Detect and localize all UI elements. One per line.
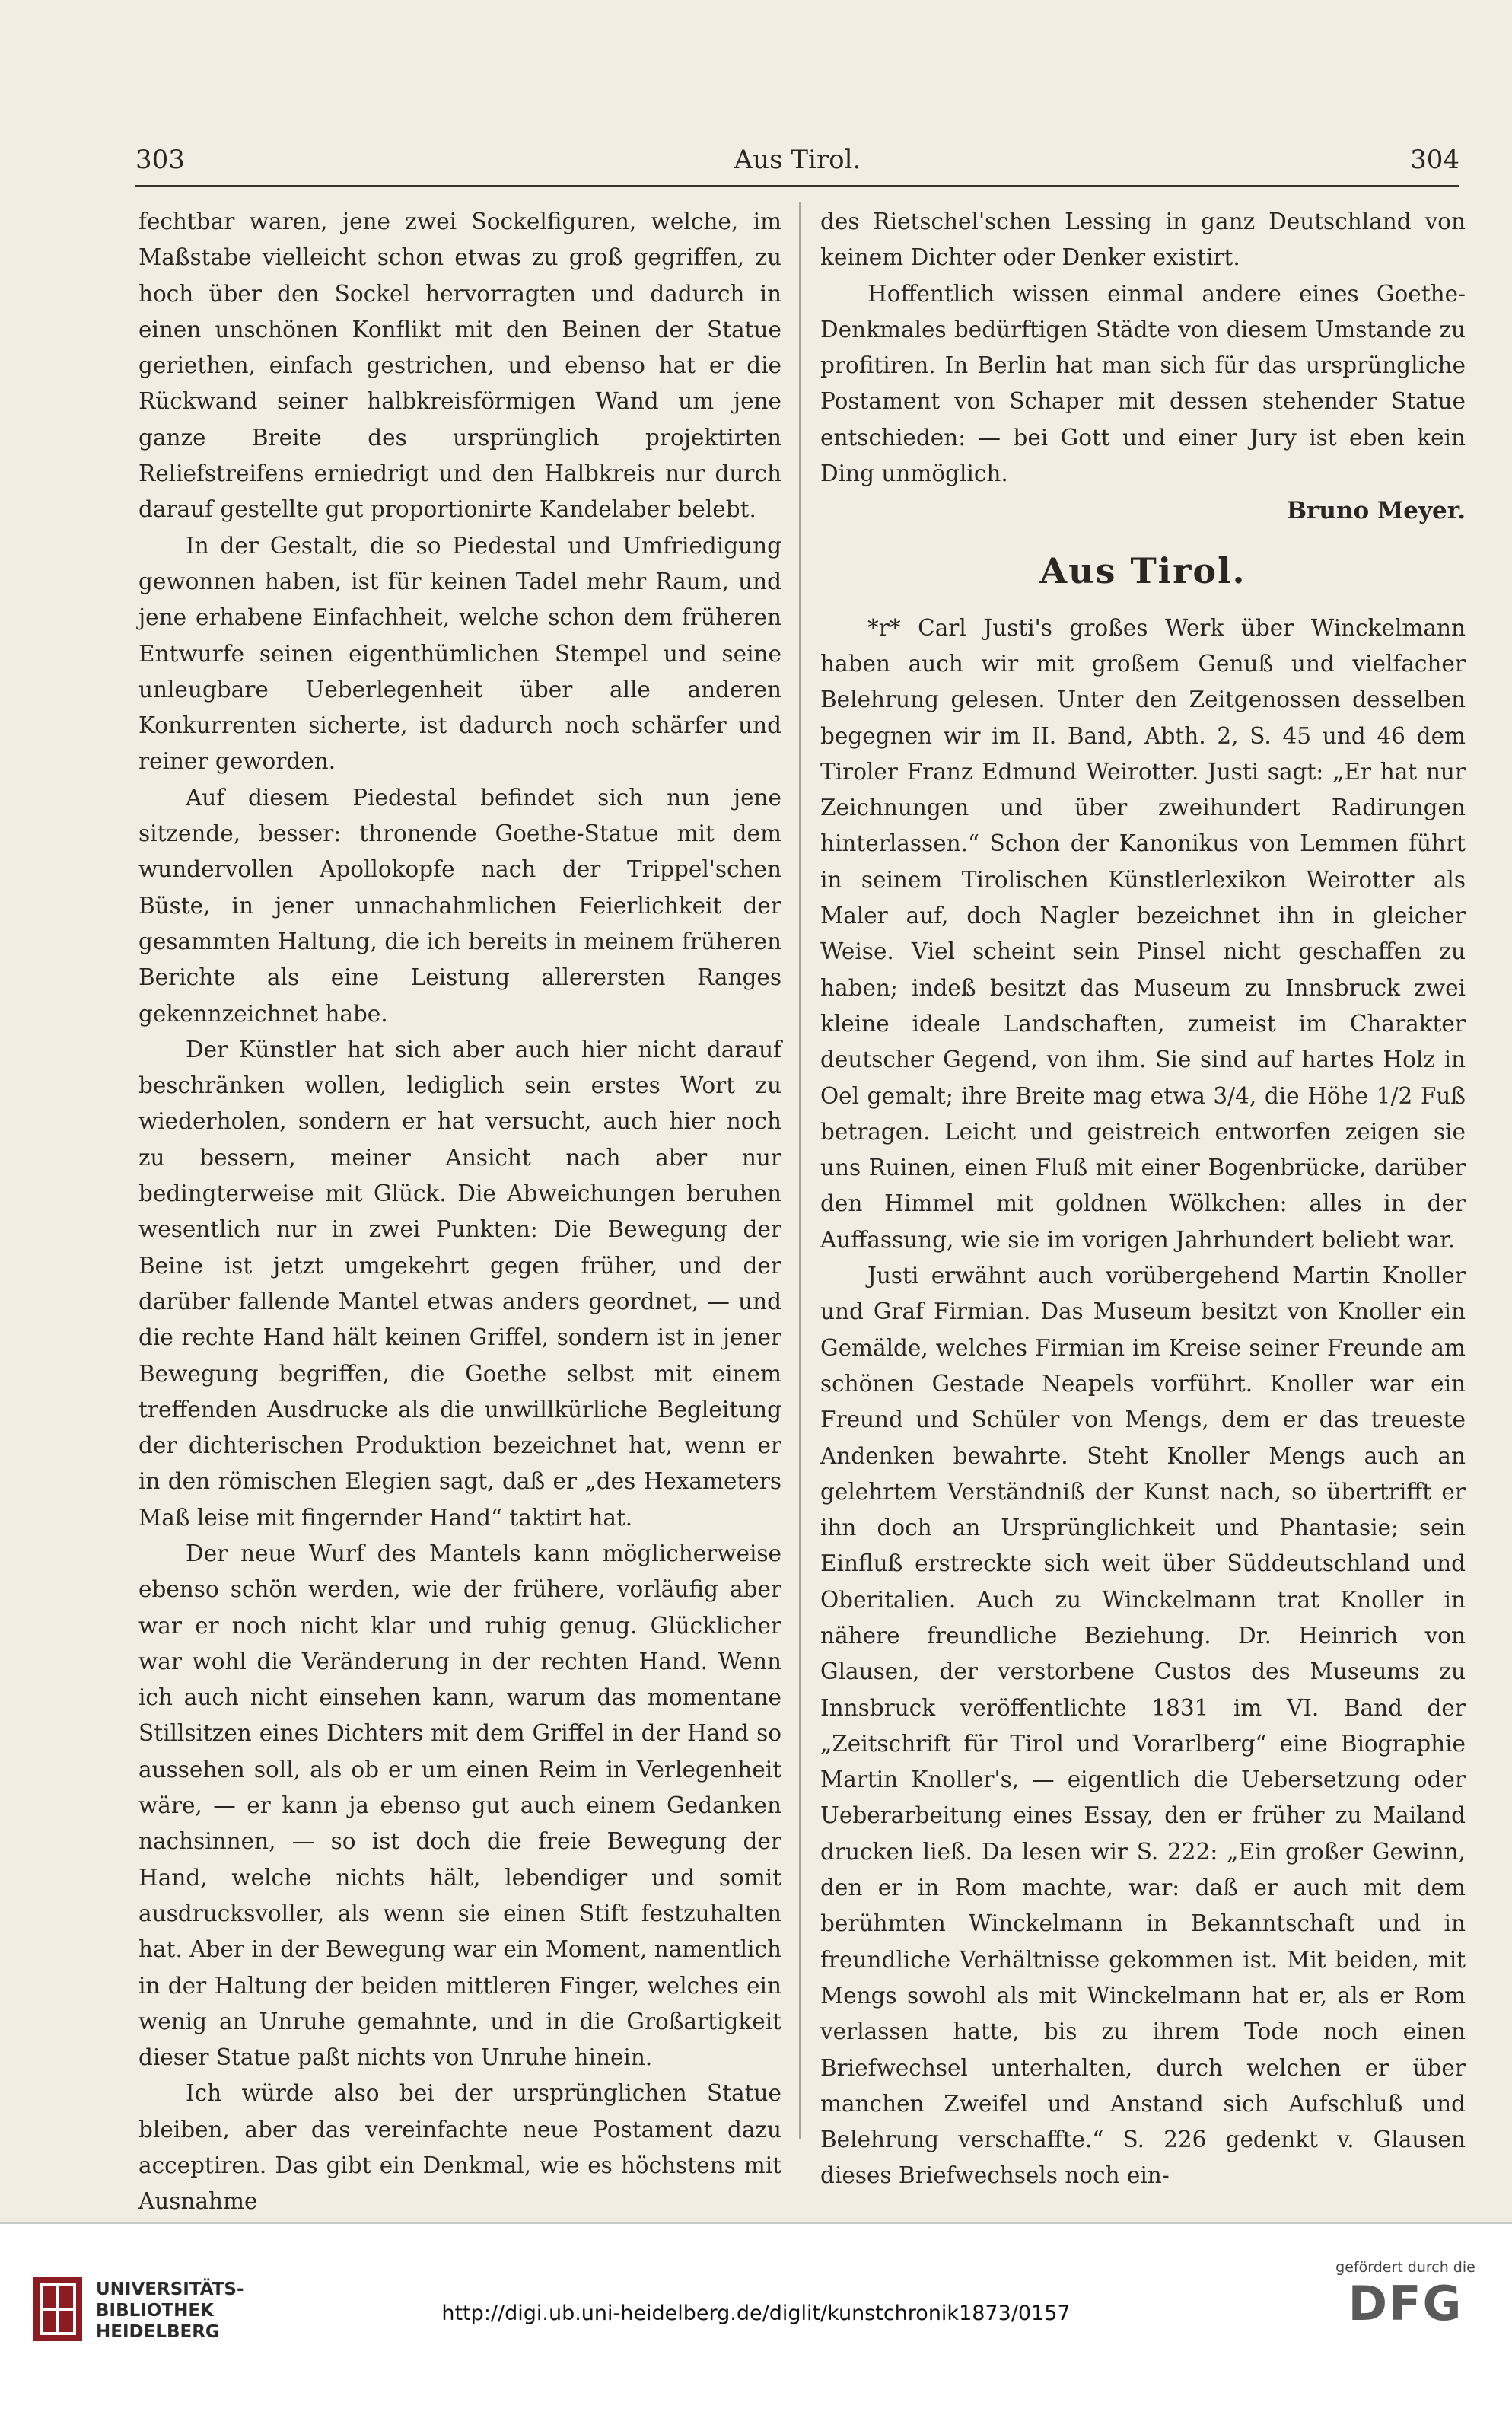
paragraph: *r* Carl Justi's großes Werk über Winckelmann haben auch wir mit großem Genuß und vielfacher Belehrung gelesen. Unter den Zeitgenossen desselben begegnen wir im II. Band, Abth. 2, S. 45 und 46 dem Tiroler Franz Edmund Weirotter. Justi sagt: „Er hat nur Zeichnungen und über zweihundert Radirungen hinterlassen.“ Schon der Kanonikus von Lemmen führt in seinem Tirolischen Künstlerlexikon Weirotter als Maler auf, doch Nagler bezeichnet ihn in gleicher Weise. Viel scheint sein Pinsel nicht geschaffen zu haben; indeß besitzt das Museum zu Innsbruck zwei kleine ideale Landschaften, zumeist im Charakter deutscher Gegend, von ihm. Sie sind auf hartes Holz in Oel gemalt; ihre Breite mag etwa 3/4, die Höhe 1/2 Fuß betragen. Leicht und geistreich entworfen zeigen sie uns Ruinen, einen Fluß mit einer Bogenbrücke, darüber den Himmel mit goldnen Wölkchen: alles in der Auffassung, wie sie im vorigen Jahrhundert beliebt war. <box>820 614 1466 1253</box>
dfg-logo[interactable] <box>1322 2259 1489 2331</box>
paragraph: Auf diesem Piedestal befindet sich nun jene sitzende, besser: thronende Goethe-Statue mit dem wundervollen Apollokopfe nach der Trippel'schen Büste, in jener unnachahmlichen Feierlichkeit der gesammten Haltung, die ich bereits in meinem früheren Berichte als eine Leistung allerersten Ranges gekennzeichnet habe. <box>138 784 781 1027</box>
paragraph: Justi erwähnt auch vorübergehend Martin Knoller und Graf Firmian. Das Museum besitzt von Knoller ein Gemälde, welches Firmian im Kreise seiner Freunde am schönen Gestade Neapels vorführt. Knoller war ein Freund und Schüler von Mengs, dem er das treueste Andenken bewahrte. Steht Knoller Mengs auch an gelehrtem Verständniß der Kunst nach, so übertrifft er ihn doch an Ursprünglichkeit und Phantasie; sein Einfluß erstreckte sich weit über Süddeutschland und Oberitalien. Auch zu Winckelmann trat Knoller in nähere freundliche Beziehung. Dr. Heinrich von Glausen, der verstorbene Custos des Museums zu Innsbruck veröffentlichte 1831 im VI. Band der „Zeitschrift für Tirol und Vorarlberg“ eine Biographie Martin Knoller's, — eigentlich die Uebersetzung oder Ueberarbeitung eines Essay, den er früher zu Mailand drucken ließ. Da lesen wir S. 222: „Ein großer Gewinn, den er in Rom machte, war: daß er auch mit dem berühmten Winckelmann in Bekanntschaft und in freundliche Verhältnisse gekommen ist. Mit beiden, mit Mengs sowohl als mit Winckelmann hat er, als er Rom verlassen hatte, bis zu ihrem Tode noch einen Briefwechsel unterhalten, durch welchen er über manchen Zweifel und Anstand sich Aufschluß und Belehrung verschaffte.“ S. 226 gedenkt v. Glausen dieses Briefwechsels noch ein- <box>820 1263 1466 2189</box>
page-number-left: 303 <box>135 145 185 175</box>
footer-rule <box>0 2222 1512 2224</box>
running-title: Aus Tirol. <box>734 145 861 175</box>
page-header <box>135 145 1459 183</box>
author-signature: Bruno Meyer. <box>1286 497 1466 525</box>
paragraph: fechtbar waren, jene zwei Sockelfiguren, welche, im Maßstabe vielleicht schon etwas zu groß gegriffen, zu hoch über den Sockel hervorragten und dadurch in einen unschönen Konflikt mit den Beinen der Statue geriethen, einfach gestrichen, und ebenso hat er die Rückwand seiner halbkreisförmigen Wand um jene ganze Breite des ursprünglich projektirten Reliefstreifens erniedrigt und den Halbkreis nur durch darauf gestellte gut proportionirte Kandelaber belebt. <box>138 209 781 523</box>
paragraph: Ich würde also bei der ursprünglichen Statue bleiben, aber das vereinfachte neue Postament dazu acceptiren. Das gibt ein Denkmal, wie es höchstens mit Ausnahme <box>138 2080 781 2215</box>
footer-bar <box>0 2222 1512 2431</box>
library-name: UNIVERSITÄTS- BIBLIOTHEK HEIDELBERG <box>96 2280 244 2342</box>
column-divider <box>799 202 801 2139</box>
paragraph: Der neue Wurf des Mantels kann möglicherweise ebenso schön werden, wie der frühere, vorläufig aber war er noch nicht klar und ruhig genug. Glücklicher war wohl die Veränderung in der rechten Hand. Wenn ich auch nicht einsehen kann, warum das momentane Stillsitzen eines Dichters mit dem Griffel in der Hand so aussehen soll, als ob er um einen Reim in Verlegenheit wäre, — er kann ja ebenso gut auch einem Gedanken nachsinnen, — so ist doch die freie Bewegung der Hand, welche nichts hält, lebendiger und somit ausdrucksvoller, als wenn sie einen Stift festzuhalten hat. Aber in der Bewegung war ein Moment, namentlich in der Haltung der beiden mittleren Finger, welches ein wenig an Unruhe gemahnte, und in die Großartigkeit dieser Statue paßt nichts von Unruhe hinein. <box>138 1540 781 2071</box>
header-rule <box>135 185 1459 187</box>
left-column <box>138 204 781 2220</box>
permalink-url[interactable]: http://digi.ub.uni-heidelberg.de/diglit/kunstchronik1873/0157 <box>441 2302 1071 2325</box>
funded-by-label: gefördert durch die <box>1335 2259 1475 2276</box>
article-title: Aus Tirol. <box>1039 550 1246 591</box>
paragraph: In der Gestalt, die so Piedestal und Umfriedigung gewonnen haben, ist für keinen Tadel mehr Raum, und jene erhabene Einfachheit, welche schon dem früheren Entwurfe seinen eigenthümlichen Stempel und seine unleugbare Ueberlegenheit über alle anderen Konkurrenten sicherte, ist dadurch noch schärfer und reiner geworden. <box>138 532 781 775</box>
paragraph: des Rietschel'schen Lessing in ganz Deutschland von keinem Dichter oder Denker existirt. <box>820 209 1466 271</box>
paragraph: Der Künstler hat sich aber auch hier nicht darauf beschränken wollen, lediglich sein erstes Wort zu wiederholen, sondern er hat versucht, auch hier noch zu bessern, meiner Ansicht nach aber nur bedingterweise mit Glück. Die Abweichungen beruhen wesentlich nur in zwei Punkten: Die Bewegung der Beine ist jetzt umgekehrt gegen früher, und der darüber fallende Mantel etwas anders geordnet, — und die rechte Hand hält keinen Griffel, sondern ist in jener Bewegung begriffen, die Goethe selbst mit einem treffenden Ausdrucke als die unwillkürliche Begleitung der dichterischen Produktion bezeichnet hat, wenn er in den römischen Elegien sagt, daß er „des Hexameters Maß leise mit fingernder Hand“ taktirt hat. <box>138 1036 781 1531</box>
page-number-right: 304 <box>1410 145 1459 175</box>
dfg-wordmark: DFG <box>1348 2276 1463 2331</box>
right-column <box>820 204 1466 2194</box>
paragraph: Hoffentlich wissen einmal andere eines Goethe-Denkmales bedürftigen Städte von diesem Umstande zu profitiren. In Berlin hat man sich für das ursprüngliche Postament von Schaper mit dessen stehender Statue entschieden: — bei Gott und einer Jury ist eben kein Ding unmöglich. <box>820 280 1466 487</box>
